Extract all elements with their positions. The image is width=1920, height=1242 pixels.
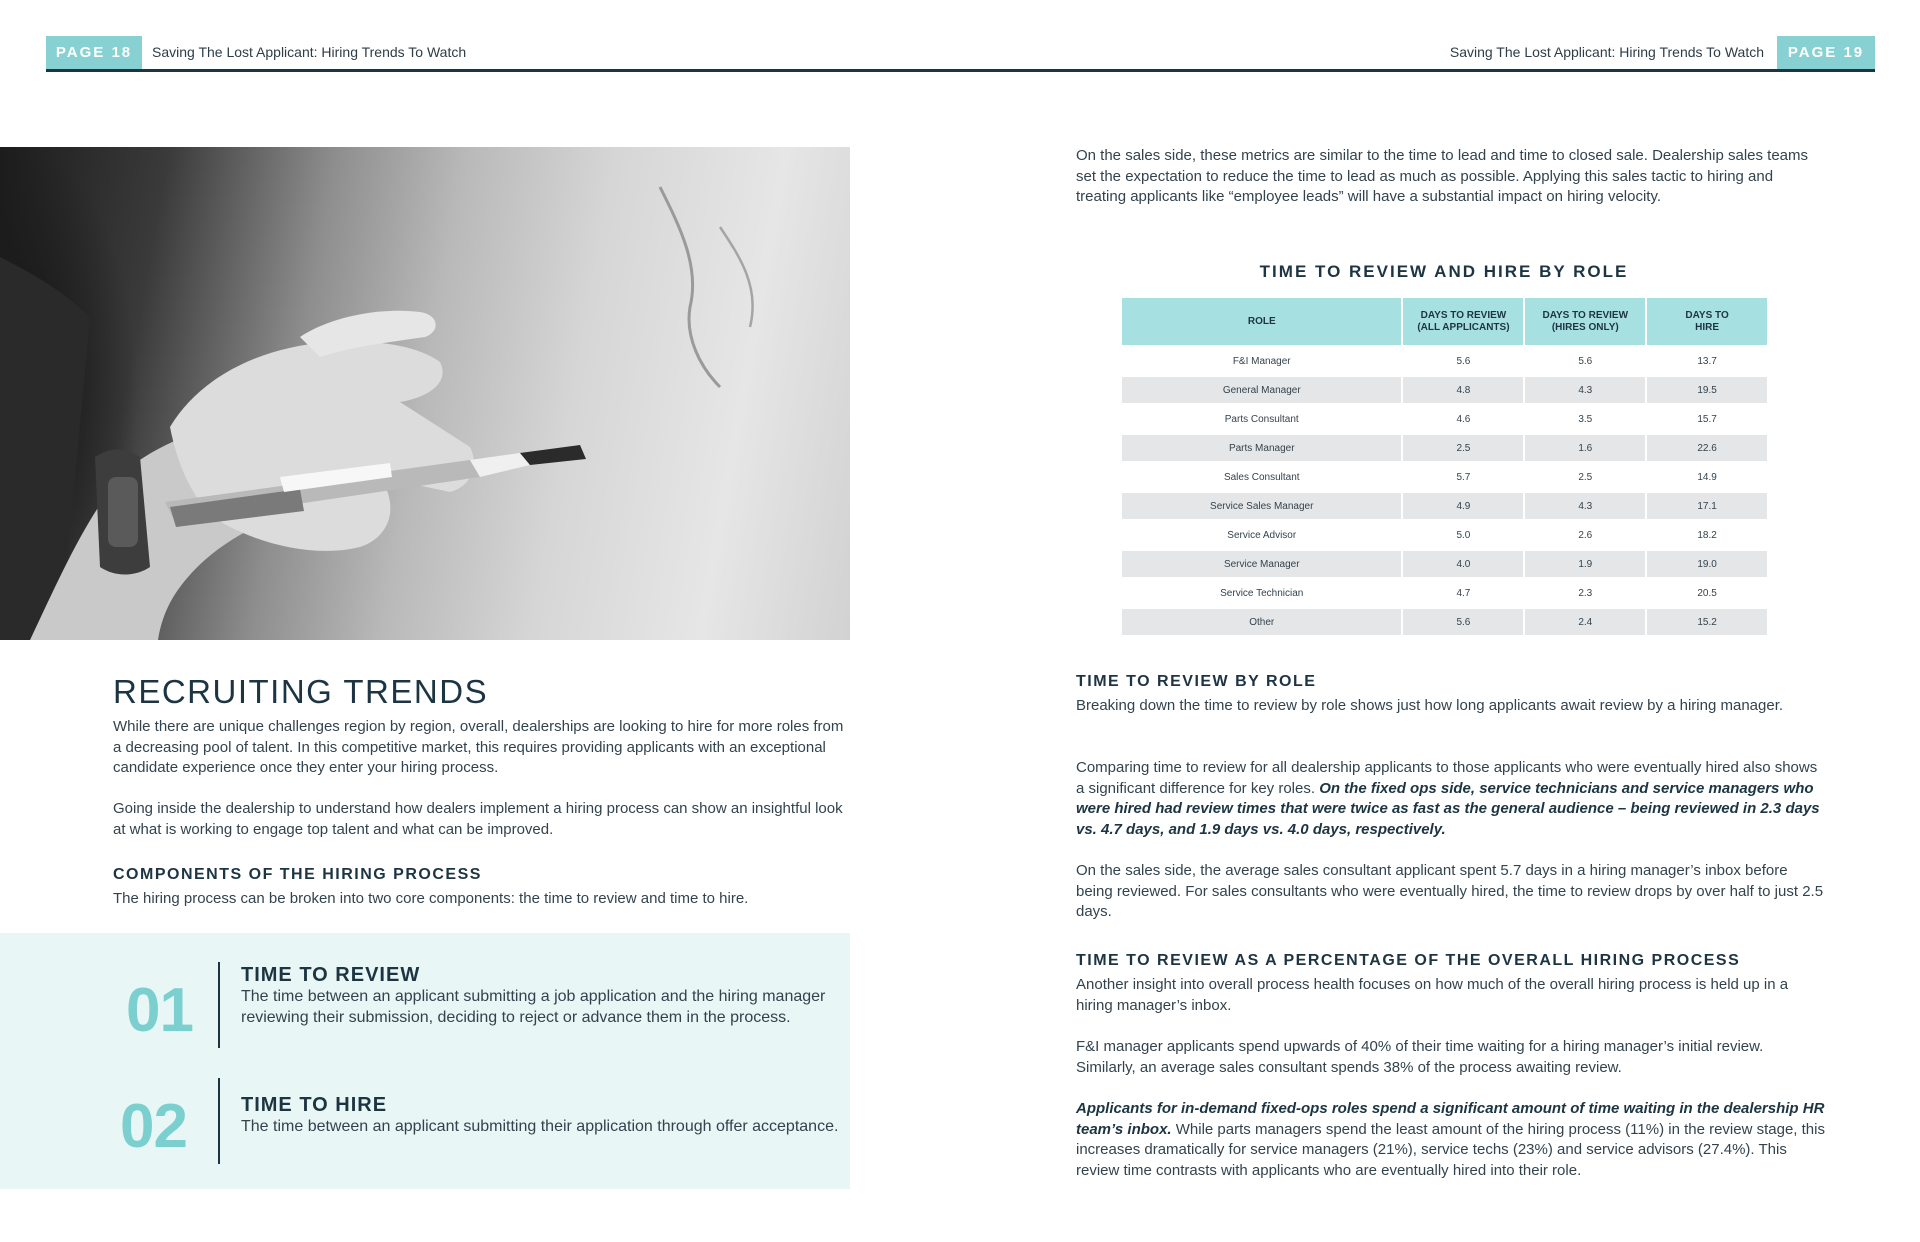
step-divider-01 [218,962,220,1048]
review-by-role-paragraph-1: Breaking down the time to review by role shows just how long applicants await review by a hiring manager. [1076,697,1784,714]
table-header-row [1122,298,1767,345]
value-cell: 15.2 [1647,609,1767,635]
step-number-01: 01 [126,976,193,1045]
value-cell: 1.9 [1525,551,1645,577]
role-cell: F&I Manager [1232,355,1291,367]
value-cell: 2.5 [1578,471,1593,483]
value-cell: 14.9 [1697,471,1717,483]
review-by-role-paragraph-3: On the sales side, the average sales consultant applicant spent 5.7 days in a hiring manager’s inbox before being reviewed. For sales consultants who were eventually hired, the time to review drops by over half to just 2.5 days. [1076,862,1824,920]
table-row [1122,609,1767,635]
percentage-paragraph-1: Another insight into overall process health focuses on how much of the overall hiring process is held up in a hiring manager’s inbox. [1076,976,1789,1014]
value-cell: 5.7 [1456,471,1471,483]
header-role: ROLE [1122,298,1401,345]
step-title-time-to-hire: TIME TO HIRE [241,1094,388,1116]
table-row [1122,377,1767,403]
percentage-paragraph-2: F&I manager applicants spend upwards of 40% of their time waiting for a hiring manager’s initial review. Similarly, an average sales consultant spends 38% of the process awaiting review. [1076,1038,1764,1076]
review-p2-text: Comparing time to review for all dealership applicants to those applicants who were eventually hired also shows a significant difference for key roles. [1076,759,1818,797]
step-desc-time-to-review: The time between an applicant submitting a job application and the hiring manager reviewing their submission, deciding to reject or advance them in the process. [241,988,826,1026]
role-cell: Service Sales Manager [1122,493,1401,519]
role-cell: Service Advisor [1227,529,1297,541]
value-cell: 19.0 [1647,551,1767,577]
photo-illustration [0,147,850,640]
percentage-paragraph-3 [1076,1099,1826,1181]
sales-metrics-intro: On the sales side, these metrics are similar to the time to lead and time to closed sale. Dealership sales teams set the expectation to reduce the time to lead as much as possible. Applying this sales tactic to hiring and treating applicants like “employee leads” will have a substantial impact on hiring velocity. [1076,147,1809,205]
step-title-time-to-review: TIME TO REVIEW [241,964,421,986]
value-cell: 3.5 [1578,413,1593,425]
role-cell: Service Manager [1122,551,1401,577]
value-cell: 19.5 [1647,377,1767,403]
step-number-02: 02 [120,1092,187,1161]
table-row [1122,406,1767,432]
value-cell: 15.7 [1697,413,1717,425]
value-cell: 22.6 [1647,435,1767,461]
value-cell: 5.0 [1456,529,1471,541]
header-review-all: DAYS TO REVIEW (ALL APPLICANTS) [1403,298,1523,345]
value-cell: 2.4 [1525,609,1645,635]
value-cell: 18.2 [1697,529,1717,541]
role-cell: Parts Consultant [1224,413,1299,425]
table-row [1122,435,1767,461]
role-cell: General Manager [1122,377,1401,403]
recruiting-trends-title: RECRUITING TRENDS [113,673,489,710]
value-cell: 5.6 [1456,355,1471,367]
value-cell: 4.7 [1456,587,1471,599]
value-cell: 4.0 [1403,551,1523,577]
header-divider [46,69,1875,72]
value-cell: 2.6 [1578,529,1593,541]
table-title: TIME TO REVIEW AND HIRE BY ROLE [1259,262,1629,281]
page-number-right: PAGE 19 [1777,36,1875,69]
table-row [1122,493,1767,519]
header-review-hires: DAYS TO REVIEW (HIRES ONLY) [1525,298,1645,345]
value-cell: 5.6 [1578,355,1593,367]
hand-holding-marker-photo [0,147,850,640]
value-cell: 20.5 [1697,587,1717,599]
recruiting-paragraph-1: While there are unique challenges region by region, overall, dealerships are looking to hire for more roles from a decreasing pool of talent. In this competitive market, this requires providing applicants with an exceptional candidate experience once they enter your hiring process. [113,718,844,776]
value-cell: 5.6 [1403,609,1523,635]
review-by-role-heading: TIME TO REVIEW BY ROLE [1076,673,1317,690]
role-cell: Parts Manager [1122,435,1401,461]
recruiting-paragraph-2: Going inside the dealership to understand how dealers implement a hiring process can show an insightful look at what is working to engage top talent and what can be improved. [113,800,843,838]
role-cell: Other [1122,609,1401,635]
header-days-to-hire: DAYS TO HIRE [1647,298,1767,345]
role-cell: Service Technician [1220,587,1304,599]
pct-p3-highlight: Applicants for in-demand fixed-ops roles spend a significant amount of time waiting in the dealership HR team’s inbox. [1076,1100,1825,1138]
table-row [1122,522,1767,548]
step-desc-time-to-hire: The time between an applicant submitting their application through offer acceptance. [241,1118,839,1135]
table-row [1122,348,1767,374]
percentage-heading: TIME TO REVIEW AS A PERCENTAGE OF THE OVERALL HIRING PROCESS [1076,952,1741,969]
review-by-role-paragraph-2 [1076,758,1826,840]
components-heading: COMPONENTS OF THE HIRING PROCESS [113,866,482,883]
table-row [1122,464,1767,490]
value-cell: 4.9 [1403,493,1523,519]
value-cell: 4.3 [1525,377,1645,403]
components-text: The hiring process can be broken into two core components: the time to review and time to hire. [113,890,749,907]
value-cell: 2.3 [1578,587,1593,599]
value-cell: 4.8 [1403,377,1523,403]
review-p2-highlight: On the fixed ops side, service technicians and service managers who were hired had review times that were twice as fast as the general audience – being reviewed in 2.3 days vs. 4.7 days, and 1.9 days vs. 4.0 days, respectively. [1076,779,1820,838]
step-divider-02 [218,1078,220,1164]
page-number-left: PAGE 18 [46,36,142,69]
table-row [1122,551,1767,577]
value-cell: 2.5 [1403,435,1523,461]
header-title-left: Saving The Lost Applicant: Hiring Trends To Watch [152,44,467,60]
review-hire-table [1120,295,1769,638]
value-cell: 4.3 [1525,493,1645,519]
header-title-right: Saving The Lost Applicant: Hiring Trends To Watch [1449,44,1764,60]
table-row [1122,580,1767,606]
role-cell: Sales Consultant [1223,471,1300,483]
value-cell: 17.1 [1647,493,1767,519]
value-cell: 4.6 [1456,413,1471,425]
value-cell: 1.6 [1525,435,1645,461]
pct-p3-text: While parts managers spend the least amount of the hiring process (11%) in the review stage, this increases dramatically for service managers (21%), service techs (23%) and service advisors (27.4%). This review time contrasts with applicants who are eventually hired into their role. [1076,1120,1825,1179]
value-cell: 13.7 [1697,355,1717,367]
